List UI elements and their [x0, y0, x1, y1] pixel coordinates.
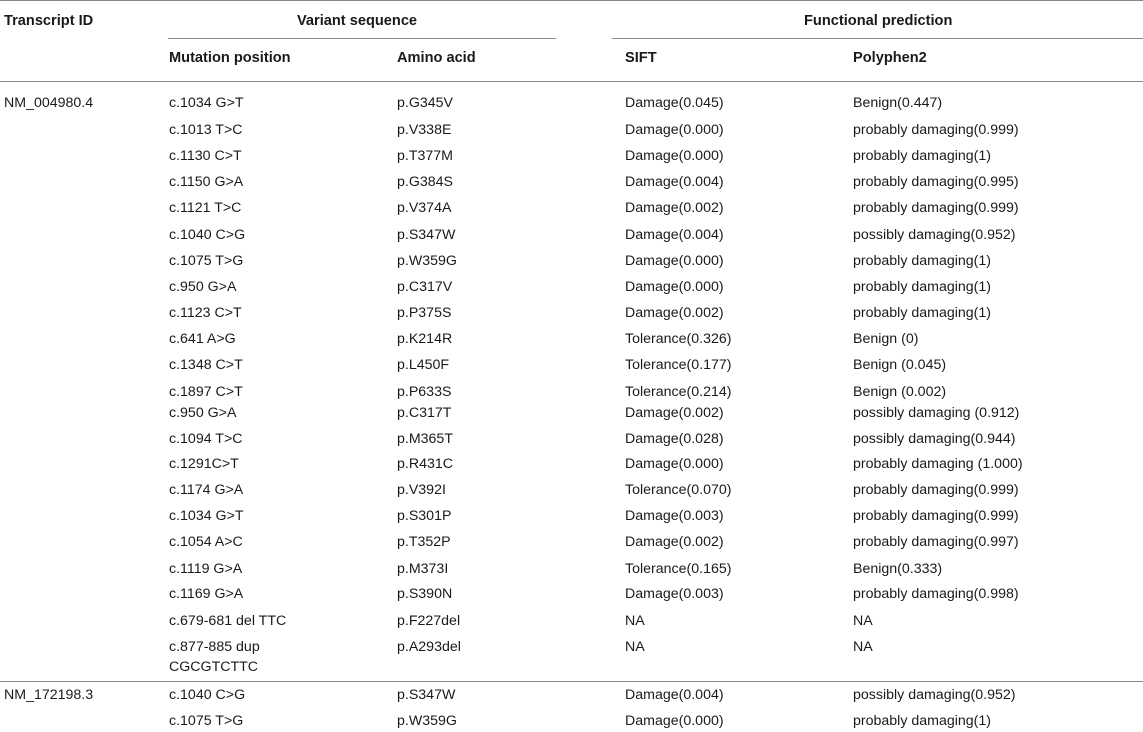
sift-cell: Damage(0.000) [625, 122, 724, 138]
amino-acid-cell: p.V338E [397, 122, 452, 138]
mutation-position-cell: c.950 G>A [169, 405, 237, 421]
mutation-position-cell: c.679-681 del TTC [169, 613, 287, 629]
amino-acid-cell: p.M365T [397, 431, 453, 447]
mutation-position-cell: c.1040 C>G [169, 687, 246, 703]
polyphen2-cell: probably damaging(0.999) [853, 122, 1019, 138]
sift-cell: Damage(0.000) [625, 713, 724, 729]
table-top-rule [0, 0, 1143, 1]
mutation-position-cell: c.1348 C>T [169, 357, 243, 373]
functional-prediction-rule [612, 38, 1143, 39]
polyphen2-cell: Benign(0.447) [853, 95, 943, 111]
mutation-position-cell: c.1075 T>G [169, 713, 244, 729]
amino-acid-cell: p.V374A [397, 200, 452, 216]
sift-cell: Damage(0.002) [625, 405, 724, 421]
mutation-position-cell: c.1054 A>C [169, 534, 243, 550]
amino-acid-cell: p.S347W [397, 687, 456, 703]
amino-acid-cell: p.P375S [397, 305, 452, 321]
sift-cell: Tolerance(0.070) [625, 482, 732, 498]
mutation-position-cell: c.1174 G>A [169, 482, 244, 498]
polyphen2-cell: possibly damaging(0.952) [853, 687, 1016, 703]
mutation-position-cell: c.1150 G>A [169, 174, 244, 190]
mutation-position-cell: c.1169 G>A [169, 586, 244, 602]
variant-sequence-rule [168, 38, 556, 39]
polyphen2-cell: probably damaging(1) [853, 279, 992, 295]
header-functional-prediction: Functional prediction [804, 13, 953, 29]
polyphen2-cell: probably damaging(0.999) [853, 200, 1019, 216]
sift-cell: Damage(0.000) [625, 279, 724, 295]
header-bottom-rule [0, 81, 1143, 82]
polyphen2-cell: Benign (0.002) [853, 384, 947, 400]
header-transcript-id: Transcript ID [4, 13, 94, 29]
polyphen2-cell: Benign (0.045) [853, 357, 947, 373]
amino-acid-cell: p.T377M [397, 148, 453, 164]
amino-acid-cell: p.F227del [397, 613, 461, 629]
mutation-position-cell: c.1123 C>T [169, 305, 242, 321]
amino-acid-cell: p.C317V [397, 279, 453, 295]
header-polyphen2: Polyphen2 [853, 50, 927, 66]
sift-cell: Damage(0.002) [625, 200, 724, 216]
polyphen2-cell: probably damaging(0.999) [853, 482, 1019, 498]
sift-cell: Damage(0.003) [625, 508, 724, 524]
mutation-position-cell: c.1897 C>T [169, 384, 243, 400]
sift-cell: Damage(0.004) [625, 174, 724, 190]
sift-cell: Damage(0.045) [625, 95, 724, 111]
mutation-position-cell: c.1040 C>G [169, 227, 246, 243]
sift-cell: Damage(0.000) [625, 253, 724, 269]
amino-acid-cell: p.K214R [397, 331, 453, 347]
sift-cell: Damage(0.002) [625, 534, 724, 550]
polyphen2-cell: probably damaging(1) [853, 305, 992, 321]
header-mutation-position: Mutation position [169, 50, 291, 66]
amino-acid-cell: p.M373I [397, 561, 449, 577]
header-variant-sequence: Variant sequence [297, 13, 418, 29]
polyphen2-cell: possibly damaging(0.944) [853, 431, 1016, 447]
polyphen2-cell: Benign(0.333) [853, 561, 943, 577]
polyphen2-cell: NA [853, 613, 873, 629]
polyphen2-cell: probably damaging (1.000) [853, 456, 1023, 472]
amino-acid-cell: p.W359G [397, 713, 457, 729]
header-amino-acid: Amino acid [397, 50, 476, 66]
group-separator-rule [0, 681, 1143, 682]
mutation-position-cell: c.1121 T>C [169, 200, 242, 216]
polyphen2-cell: NA [853, 639, 873, 655]
amino-acid-cell: p.A293del [397, 639, 461, 655]
polyphen2-cell: probably damaging(0.997) [853, 534, 1019, 550]
amino-acid-cell: p.S301P [397, 508, 452, 524]
sift-cell: Damage(0.004) [625, 687, 724, 703]
sift-cell: Damage(0.000) [625, 148, 724, 164]
polyphen2-cell: probably damaging(1) [853, 713, 992, 729]
sift-cell: Damage(0.002) [625, 305, 724, 321]
sift-cell: Damage(0.004) [625, 227, 724, 243]
mutation-position-cell-continuation: CGCGTCTTC [169, 659, 259, 675]
sift-cell: Tolerance(0.326) [625, 331, 732, 347]
polyphen2-cell: possibly damaging (0.912) [853, 405, 1020, 421]
amino-acid-cell: p.W359G [397, 253, 457, 269]
transcript-id-cell: NM_172198.3 [4, 687, 94, 703]
mutation-position-cell: c.1075 T>G [169, 253, 244, 269]
mutation-position-cell: c.1119 G>A [169, 561, 243, 577]
mutation-position-cell: c.1130 C>T [169, 148, 242, 164]
sift-cell: NA [625, 613, 645, 629]
polyphen2-cell: probably damaging(0.998) [853, 586, 1019, 602]
mutation-position-cell: c.1034 G>T [169, 95, 244, 111]
polyphen2-cell: probably damaging(0.999) [853, 508, 1019, 524]
mutation-position-cell: c.877-885 dup [169, 639, 260, 655]
polyphen2-cell: Benign (0) [853, 331, 919, 347]
sift-cell: NA [625, 639, 645, 655]
header-sift: SIFT [625, 50, 657, 66]
mutation-position-cell: c.1094 T>C [169, 431, 243, 447]
sift-cell: Tolerance(0.214) [625, 384, 732, 400]
amino-acid-cell: p.P633S [397, 384, 452, 400]
sift-cell: Tolerance(0.165) [625, 561, 732, 577]
amino-acid-cell: p.L450F [397, 357, 450, 373]
mutation-position-cell: c.1034 G>T [169, 508, 244, 524]
amino-acid-cell: p.G384S [397, 174, 454, 190]
sift-cell: Damage(0.028) [625, 431, 724, 447]
amino-acid-cell: p.T352P [397, 534, 451, 550]
polyphen2-cell: probably damaging(1) [853, 253, 992, 269]
polyphen2-cell: possibly damaging(0.952) [853, 227, 1016, 243]
mutation-position-cell: c.1013 T>C [169, 122, 243, 138]
polyphen2-cell: probably damaging(1) [853, 148, 992, 164]
amino-acid-cell: p.V392I [397, 482, 446, 498]
sift-cell: Damage(0.000) [625, 456, 724, 472]
transcript-id-cell: NM_004980.4 [4, 95, 94, 111]
amino-acid-cell: p.S390N [397, 586, 453, 602]
amino-acid-cell: p.G345V [397, 95, 454, 111]
mutation-position-cell: c.950 G>A [169, 279, 237, 295]
mutation-position-cell: c.1291C>T [169, 456, 239, 472]
polyphen2-cell: probably damaging(0.995) [853, 174, 1019, 190]
amino-acid-cell: p.R431C [397, 456, 453, 472]
sift-cell: Damage(0.003) [625, 586, 724, 602]
amino-acid-cell: p.C317T [397, 405, 452, 421]
mutation-position-cell: c.641 A>G [169, 331, 236, 347]
amino-acid-cell: p.S347W [397, 227, 456, 243]
sift-cell: Tolerance(0.177) [625, 357, 732, 373]
